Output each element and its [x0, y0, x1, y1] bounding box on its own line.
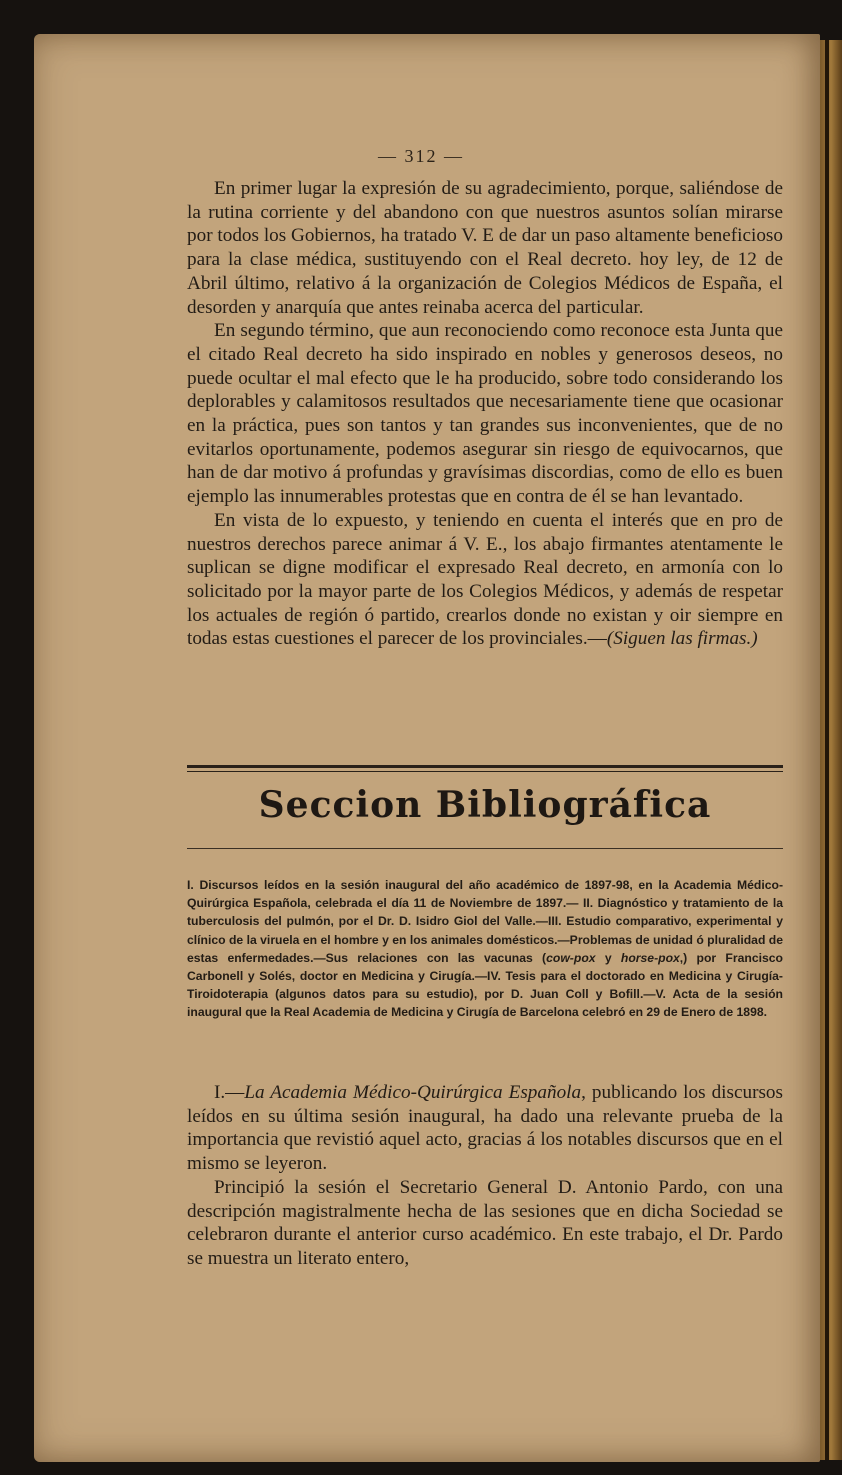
review-paragraph-1: [187, 1081, 783, 1176]
references-part-1: I. Discursos leídos en la sesión inaugural del año académico de 1897-98, en la Academia Médico-Quirúrgica Española, celebrada el día 11 de Noviembre de 1897.— II. Diagnóstico y tratamiento de la tuberculosis del pulmón, por el Dr. D. Isidro Giol del Valle.—III. Estudio comparativo, experimental y clínico de la viruela en el hombre y en los animales domésticos.—Problemas de unidad ó pluralidad de estas enfermedades.—Sus relaciones con las vacunas (: [187, 878, 784, 965]
section-rule-thin: [187, 771, 783, 772]
page-number: — 312 —: [378, 146, 464, 166]
section-rule-thick: [187, 765, 783, 768]
review-paragraph-2: Principió la sesión el Secretario General D. Antonio Pardo, con una descripción magistralmente hecha de las sesiones que en dicha Sociedad se celebraron durante el anterior curso académico. En este trabajo, el Dr. Pardo se muestra un literato entero,: [187, 1176, 783, 1269]
references-part-2: ,) por Francisco Carbonell y Solés, doctor en Medicina y Cirugía.—IV. Tesis para el doctorado en Medicina y Cirugía-Tiroidoterapia (algunos datos para su estudio), por D. Juan Coll y Bofill.—V. Acta de la sesión inaugural que la Real Academia de Medicina y Cirugía de Barcelona celebró en 29 de Enero de 1898.: [187, 950, 783, 1020]
review-text: [187, 1081, 783, 1271]
signatures-note: (Siguen las firmas.): [606, 628, 758, 650]
review-italic-title: La Academia Médico-Quirúrgica Española: [244, 1082, 582, 1103]
review-paragraph-1-text: , publicando los discursos leídos en su última sesión inaugural, ha dado una relevante prueba de la importancia que revistió aquel acto, gracias á los notables discursos que en el mismo se leyeron.: [187, 1082, 783, 1175]
paragraph-2: En segundo término, que aun reconociendo como reconoce esta Junta que el citado Real decreto ha sido inspirado en nobles y generosos deseos, no puede ocultar el mal efecto que le ha producido, sobre todo considerando los deplorables y calamitosos resultados que necesariamente tiene que ocasionar en la práctica, pues son tantos y tan grandes sus inconvenientes, que de no evitarlos oportunamente, podemos asegurar sin riesgo de equivocarnos, que han de dar motivo á profundas y gravísimas discordias, como de ello es buen ejemplo las innumerables protestas que en contra de él se han levantado.: [187, 320, 783, 508]
references-mid: y: [595, 950, 621, 965]
paragraph-3-text: En vista de lo expuesto, y teniendo en cuenta el interés que en pro de nuestros derechos parece animar á V. E., los abajo firmantes atentamente le suplican se digne modificar el expresado Real decreto, en armonía con lo solicitado por la mayor parte de los Colegios Médicos, y además de respetar los actuales de región ó partido, crearlos donde no existan y oir siempre en todas estas cuestiones el parecer de los provinciales.—: [187, 509, 783, 650]
review-prefix: I.—: [214, 1082, 245, 1103]
paragraph-3: [187, 509, 783, 651]
references-italic-1: cow-pox: [546, 950, 596, 965]
heading-rule: [187, 848, 783, 849]
main-text: [187, 177, 783, 651]
references-italic-2: horse-pox: [620, 950, 680, 965]
bibliographic-references: [187, 876, 783, 1022]
section-heading: Seccion Bibliográfica: [258, 784, 712, 826]
paragraph-1: En primer lugar la expresión de su agradecimiento, porque, saliéndose de la rutina corriente y del abandono con que nuestros asuntos solían mirarse por todos los Gobiernos, ha tratado V. E de dar un paso altamente beneficioso para la clase médica, sustituyendo con el Real decreto. hoy ley, de 12 de Abril último, relativo á la organización de Colegios Médicos de España, el desorden y anarquía que antes reinaba acerca del particular.: [187, 178, 783, 318]
spine-shadow: [825, 40, 829, 1460]
book-spine: [820, 40, 842, 1460]
